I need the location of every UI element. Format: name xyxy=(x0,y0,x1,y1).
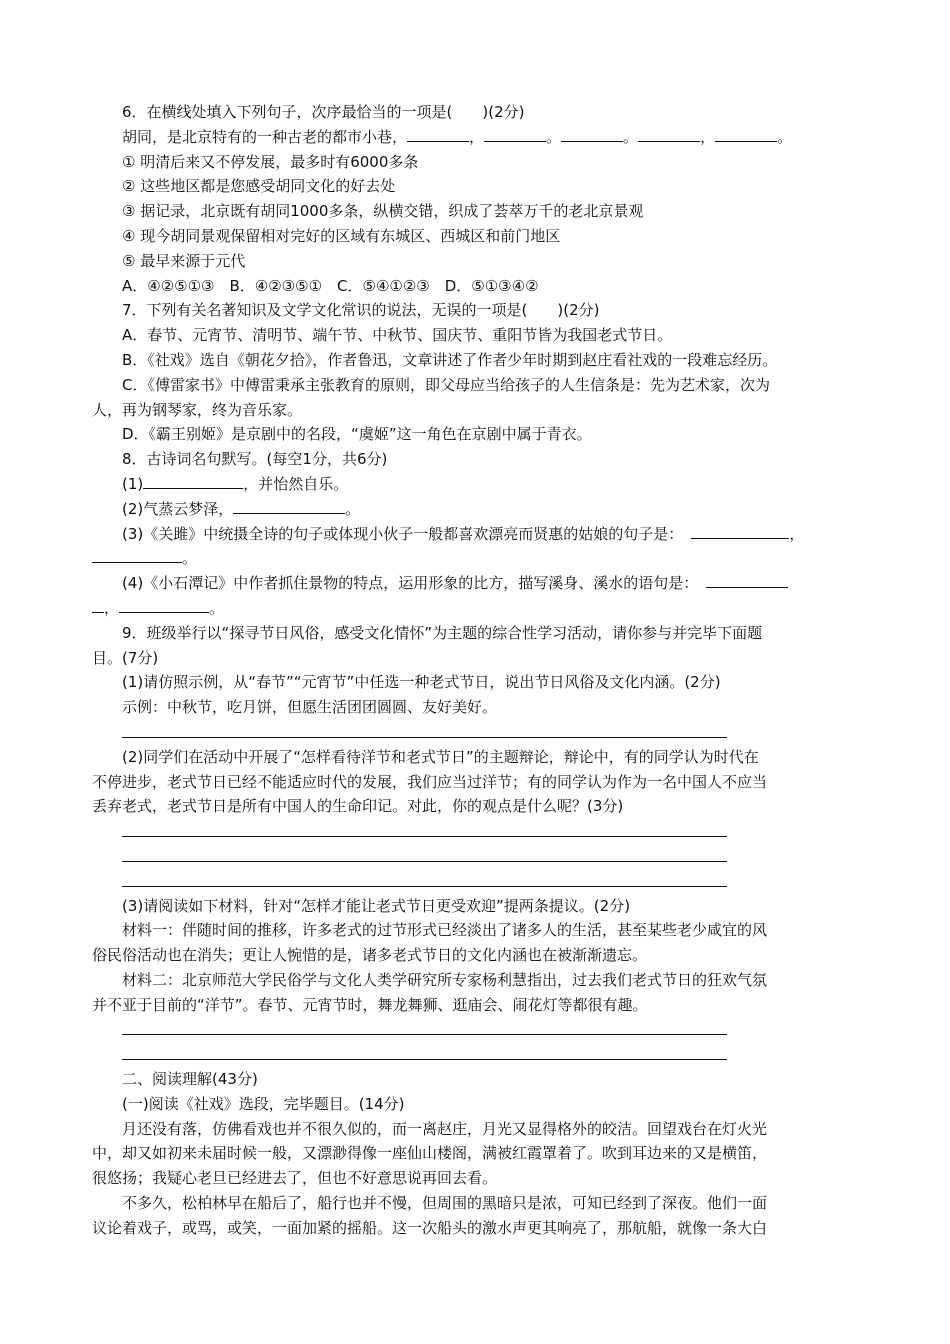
reading-paragraph: 月还没有落，仿佛看戏也并不很久似的，而一离赵庄，月光又显得格外的皎洁。回望戏台在灯火光 xyxy=(122,1119,768,1138)
answer-line[interactable] xyxy=(92,819,867,844)
q9-part-3: (3)请阅读如下材料，针对“怎样才能让老式节日更受欢迎”提两条提议。(2分) xyxy=(122,896,631,915)
q6-item: ④ 现今胡同景观保留相对完好的区域有东城区、西城区和前门地区 xyxy=(122,226,561,245)
q8-blank-5-cont[interactable] xyxy=(92,598,104,613)
q6-passage xyxy=(92,125,867,150)
material-2-cont: 并不亚于目前的“洋节”。春节、元宵节时，舞龙舞狮、逛庙会、闹花灯等都很有趣。 xyxy=(92,995,648,1014)
q6-sep: 。 xyxy=(623,127,639,146)
blank-2[interactable] xyxy=(484,127,546,142)
q9-stem: 9．班级举行以“探寻节日风俗，感受文化情怀”为主题的综合性学习活动，请你参与并完毕下面题 xyxy=(122,623,763,642)
q9-part-2-cont: 不停进步，老式节日已经不能适应时代的发展，我们应当过洋节；有的同学认为作为一名中国人不应当 xyxy=(92,772,768,791)
q8-s3-text: (3)《关雎》中统摄全诗的句子或体现小伙子一般都喜欢漂亮而贤惠的姑娘的句子是： xyxy=(122,524,684,543)
q8-blank-4[interactable] xyxy=(92,548,182,563)
answer-line[interactable] xyxy=(92,844,867,869)
material-1-cont: 俗民俗活动也在消失；更让人惋惜的是，诸多老式节日的文化内涵也在被渐渐遗忘。 xyxy=(92,946,648,965)
q9-stem-cont: 目。(7分) xyxy=(92,648,159,667)
section-heading: 二、阅读理解(43分) xyxy=(122,1070,258,1089)
q6-choices: A．④②⑤①③ B．④②③⑤① C．⑤④①②③ D．⑤①③④② xyxy=(122,276,539,295)
q7-stem: 7．下列有关名著知识及文学文化常识的说法，无误的一项是( )(2分) xyxy=(122,301,600,320)
q8-blank-6[interactable] xyxy=(119,598,209,613)
q6-sep: ， xyxy=(700,127,716,146)
q8-s3-comma: ， xyxy=(789,524,805,543)
q6-sep: 。 xyxy=(546,127,562,146)
q7-option-c: C．《傅雷家书》中傅雷秉承主张教育的原则，即父母应当给孩子的人生信条是：先为艺术家，次为 xyxy=(122,375,770,394)
reading-paragraph-cont: 很悠扬；我疑心老旦已经进去了，但也不好意思说再回去看。 xyxy=(92,1169,498,1188)
q9-part-1-example: 示例：中秋节，吃月饼，但愿生活团团圆圆、友好美好。 xyxy=(122,698,498,717)
q8-sub-2 xyxy=(92,497,867,522)
answer-line[interactable] xyxy=(92,1042,867,1067)
q6-stem: 6．在横线处填入下列句子，次序最恰当的一项是( )(2分) xyxy=(122,103,525,121)
q8-s3-end: 。 xyxy=(182,549,198,568)
q8-blank-2[interactable] xyxy=(233,499,345,514)
section-subheading: (一)阅读《社戏》选段，完毕题目。(14分) xyxy=(122,1094,405,1113)
q8-blank-1[interactable] xyxy=(143,474,243,489)
q6-item: ⑤ 最早来源于元代 xyxy=(122,251,246,270)
q7-option-b: B．《社戏》选自《朝花夕拾》，作者鲁迅，文章讲述了作者少年时期到赵庄看社戏的一段难忘经历。 xyxy=(122,350,778,369)
q8-sub-4-cont xyxy=(92,596,867,621)
q6-item: ③ 据记录，北京既有胡同1000多条，纵横交错，织成了荟萃万千的老北京景观 xyxy=(122,202,644,221)
q8-sub-4 xyxy=(92,571,867,596)
q6-sep: 。 xyxy=(777,127,793,146)
q8-s4-mid: ， xyxy=(104,598,120,617)
q9-part-1: (1)请仿照示例，从“春节”“元宵节”中任选一种老式节日，说出节日风俗及文化内涵。(2分) xyxy=(122,673,721,692)
q8-blank-5[interactable] xyxy=(706,573,788,588)
q9-part-2-cont: 丢弃老式，老式节日是所有中国人的生命印记。对此，你的观点是什么呢？(3分) xyxy=(92,797,624,816)
answer-line[interactable] xyxy=(92,720,867,745)
q8-s1-suffix: ，并怡然自乐。 xyxy=(243,474,349,493)
q7-option-d: D．《霸王别姬》是京剧中的名段，“虞姬”这一角色在京剧中属于青衣。 xyxy=(122,425,592,444)
q8-s4-end: 。 xyxy=(209,598,225,617)
material-2: 材料二：北京师范大学民俗学与文化人类学研究所专家杨利慧指出，过去我们老式节日的狂欢气氛 xyxy=(122,970,768,989)
blank-5[interactable] xyxy=(715,127,777,142)
reading-paragraph-cont: 中，却又如初来未届时候一般，又漂渺得像一座仙山楼阁，满被红霞罩着了。吹到耳边来的又是横笛， xyxy=(92,1144,768,1163)
q7-option-a: A．春节、元宵节、清明节、端午节、中秋节、国庆节、重阳节皆为我国老式节日。 xyxy=(122,326,673,345)
blank-4[interactable] xyxy=(638,127,700,142)
q8-sub-3 xyxy=(92,522,867,547)
reading-paragraph: 不多久，松柏林早在船后了，船行也并不慢，但周围的黑暗只是浓，可知已经到了深夜。他们一面 xyxy=(122,1194,768,1213)
q6-item: ② 这些地区都是您感受胡同文化的好去处 xyxy=(122,177,396,196)
answer-line[interactable] xyxy=(92,869,867,894)
q9-part-2: (2)同学们在活动中开展了“怎样看待洋节和老式节日”的主题辩论，辩论中，有的同学认为时代在 xyxy=(122,747,759,766)
q8-blank-3[interactable] xyxy=(691,524,789,539)
q6-item: ① 明清后来又不停发展，最多时有6000多条 xyxy=(122,152,419,171)
blank-3[interactable] xyxy=(561,127,623,142)
answer-line[interactable] xyxy=(92,1017,867,1042)
q8-s2-prefix: (2)气蒸云梦泽， xyxy=(122,499,234,518)
q8-s1-prefix: (1) xyxy=(122,474,144,493)
q6-sep: ， xyxy=(469,127,485,146)
q8-sub-1 xyxy=(92,472,867,497)
blank-1[interactable] xyxy=(407,127,469,142)
exam-page xyxy=(92,100,867,1241)
material-1: 材料一：伴随时间的推移，许多老式的过节形式已经淡出了诸多人的生活，甚至某些老少咸宜的风 xyxy=(122,921,768,940)
q7-option-c-cont: 人，再为钢琴家，终为音乐家。 xyxy=(92,400,303,419)
q8-s4-text: (4)《小石潭记》中作者抓住景物的特点，运用形象的比方，描写溪身、溪水的语句是： xyxy=(122,574,699,593)
q8-stem: 8．古诗词名句默写。(每空1分，共6分) xyxy=(122,450,388,469)
q6-passage-prefix: 胡同，是北京特有的一种古老的都市小巷， xyxy=(122,127,408,146)
q8-s2-suffix: 。 xyxy=(345,499,361,518)
reading-paragraph-cont: 议论着戏子，或骂，或笑，一面加紧的摇船。这一次船头的激水声更其响亮了，那航船，就像一条大白 xyxy=(92,1218,768,1237)
q8-sub-3-cont xyxy=(92,546,867,571)
